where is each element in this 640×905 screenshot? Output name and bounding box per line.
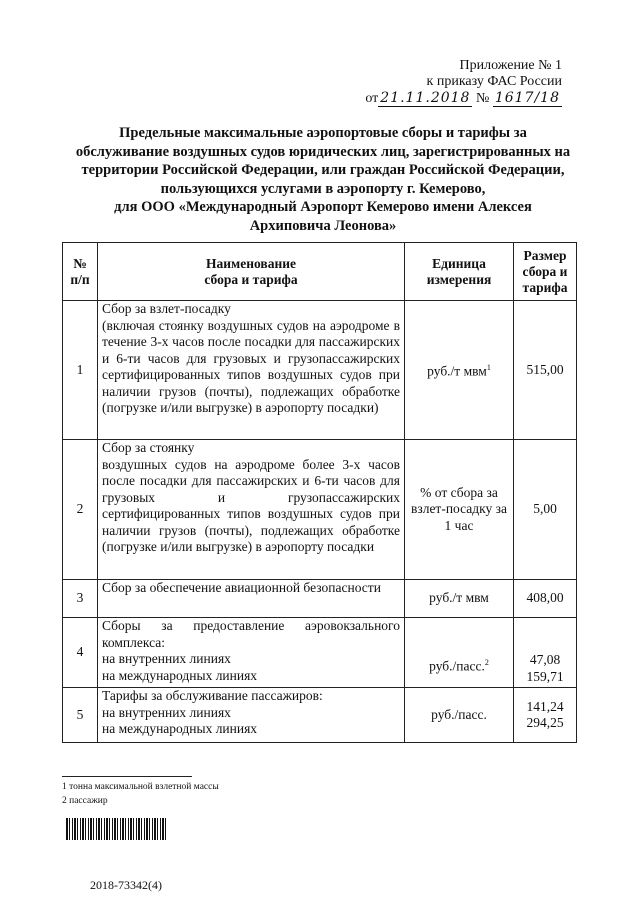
row-unit: руб./т мвм [405, 580, 514, 618]
header-unit-line: Единица [432, 255, 486, 271]
footnote-1: 1 тонна максимальной взлетной массы [62, 782, 219, 792]
row-sub-domestic: на внутренних линиях [102, 651, 231, 666]
document-number: 2018-73342(4) [90, 878, 162, 892]
footnote-2: 2 пассажир [62, 796, 108, 806]
appendix-order: к приказу ФАС России [426, 74, 562, 89]
row-unit: % от сбора за взлет-посадку за 1 час [405, 440, 514, 580]
value-international: 159,71 [526, 668, 564, 684]
row-name [98, 440, 405, 580]
row-name: Сбор за обеспечение авиационной безопасности [98, 580, 405, 618]
header-name-line: сбора и тарифа [204, 271, 298, 287]
row-num: 2 [63, 440, 98, 580]
table-row [63, 688, 577, 743]
row-sub-international: на международных линиях [102, 667, 258, 683]
handwritten-date: 21.11.2018 [380, 90, 471, 106]
row-name-title: Сбор за взлет-посадку [102, 301, 231, 316]
row-sub-domestic: на внутренних линиях [102, 704, 231, 720]
title-line: для ООО «Международный Аэропорт Кемерово имени Алексея [114, 199, 532, 215]
footnote-ref: 1 [486, 363, 491, 372]
unit-text: руб./пасс. [429, 658, 485, 674]
footnote-divider [62, 776, 192, 777]
footnote-ref: 2 [484, 658, 489, 667]
appendix-date-number [365, 90, 562, 107]
row-name-body: (включая стоянку воздушных судов на аэродроме в течение 3-х часов после посадки для пассажирских и 6-ти часов для грузовых и грузопассажирских сертифицированных типов воздушных судов при наличии грузов (почты), подлежащих обработке (погрузке и/или выгрузке) в аэропорту посадки) [102, 317, 400, 415]
header-unit [405, 243, 514, 301]
title-line: обслуживание воздушных судов юридических лиц, зарегистрированных на [75, 143, 571, 160]
value-international: 294,25 [526, 715, 564, 730]
unit-text: руб./т мвм [427, 363, 487, 379]
document-title [58, 124, 588, 235]
header-num: № п/п [63, 243, 98, 301]
row-name-title: Сбор за стоянку [102, 440, 195, 455]
row-value: 515,00 [514, 301, 577, 440]
header-value: Размер сбора и тарифа [514, 243, 577, 301]
row-value [514, 618, 577, 688]
row-value [514, 688, 577, 743]
title-line: пользующихся услугами в аэропорту г. Кемерово, [160, 180, 486, 197]
header-unit-line: измерения [426, 271, 492, 287]
row-value: 5,00 [514, 440, 577, 580]
row-name [98, 301, 405, 440]
header-name [98, 243, 405, 301]
table-row [63, 618, 577, 688]
appendix-label: Приложение № 1 [459, 58, 562, 73]
row-sub-international: на международных линиях [102, 721, 258, 736]
table-row [63, 440, 577, 580]
row-num: 1 [63, 301, 98, 440]
date-prefix: от [365, 91, 379, 106]
row-value: 408,00 [514, 580, 577, 618]
handwritten-number: 1617/18 [494, 90, 560, 106]
row-name-title: Тарифы за обслуживание пассажиров: [102, 688, 323, 703]
tariff-table [62, 242, 577, 743]
row-name-body: воздушных судов на аэродроме более 3-х часов после посадки для пассажирских и 6-ти часов для грузовых и грузопассажирских сертифицированных типов воздушных судов при наличии грузов (почты), подлежащих обработке (погрузке и/или выгрузке) в аэропорту посадки [102, 456, 400, 554]
table-row [63, 301, 577, 440]
row-unit: руб./пасс. [405, 688, 514, 743]
row-num: 5 [63, 688, 98, 743]
value-domestic: 141,24 [526, 698, 564, 714]
row-name-title: Сборы за предоставление аэровокзального комплекса: [102, 618, 400, 650]
row-num: 4 [63, 618, 98, 688]
title-line: территории Российской Федерации, или граждан Российской Федерации, [81, 162, 565, 178]
table-header-row [63, 243, 577, 301]
row-unit [405, 618, 514, 688]
appendix-block [365, 58, 562, 107]
value-domestic: 47,08 [529, 652, 561, 667]
row-unit [405, 301, 514, 440]
title-line: Предельные максимальные аэропортовые сборы и тарифы за [119, 125, 527, 141]
row-num: 3 [63, 580, 98, 618]
row-name [98, 688, 405, 743]
number-prefix: № [475, 91, 490, 106]
title-line: Архиповича Леонова» [249, 217, 397, 234]
row-name [98, 618, 405, 688]
header-name-line: Наименование [206, 255, 296, 271]
barcode-image [66, 818, 168, 840]
table-row [63, 580, 577, 618]
